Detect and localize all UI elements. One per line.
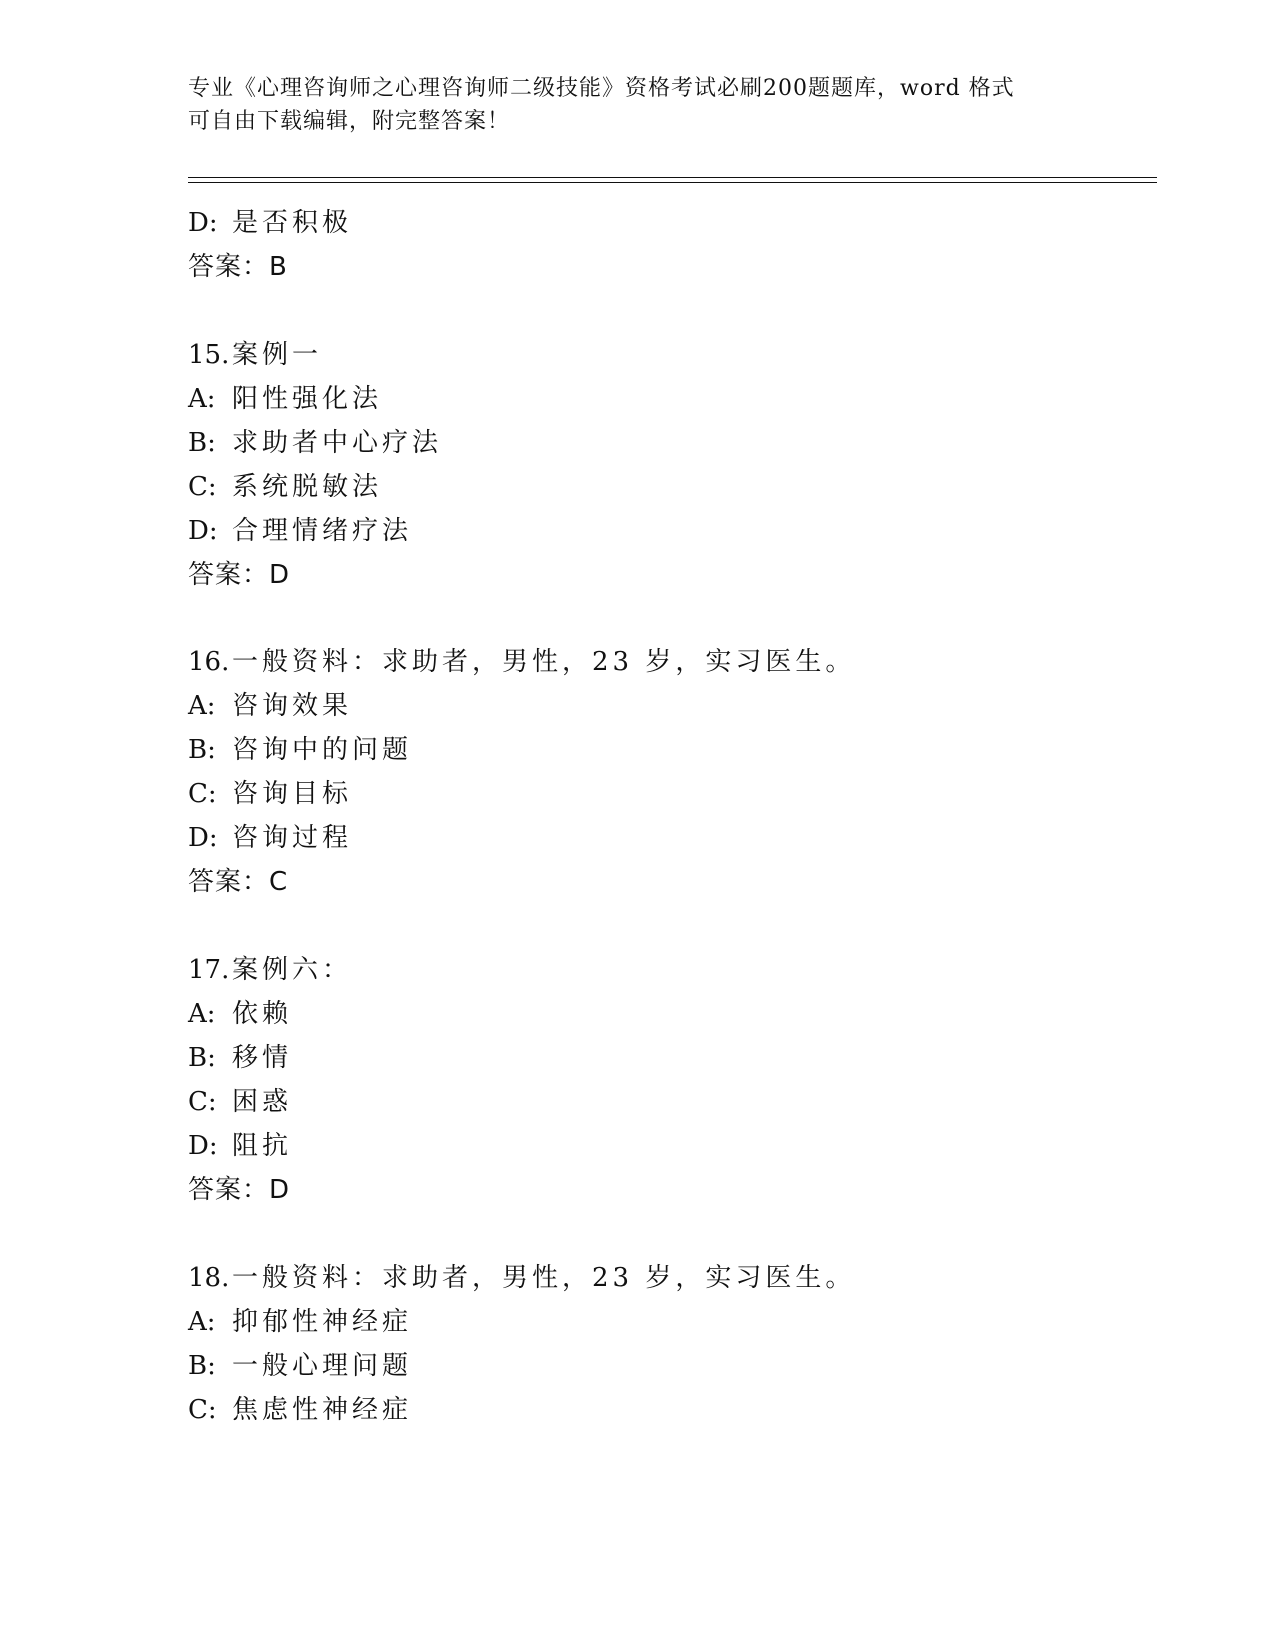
option-letter: C: (188, 779, 217, 809)
option-text: 合理情绪疗法 (232, 516, 413, 546)
option-line (188, 427, 442, 459)
option-text: 是否积极 (232, 208, 353, 238)
option-text: 抑郁性神经症 (232, 1307, 413, 1337)
option-line (188, 207, 352, 239)
option-letter: A: (188, 1307, 216, 1337)
option-line (188, 1350, 412, 1382)
option-letter: B: (188, 1043, 216, 1073)
option-line (188, 778, 352, 810)
header-divider-bottom (188, 182, 1157, 183)
option-letter: B: (188, 1351, 216, 1381)
question-text: 一般资料：求助者，男性，23 岁，实习医生。 (232, 1263, 856, 1293)
question-line (188, 954, 352, 986)
question-number: 18. (188, 1263, 230, 1293)
option-letter: A: (188, 999, 216, 1029)
option-text: 求助者中心疗法 (232, 428, 443, 458)
question-line (188, 339, 322, 371)
option-letter: B: (188, 428, 216, 458)
answer-line: 答案：C (188, 867, 289, 897)
option-letter: A: (188, 384, 216, 414)
document-header: 专业《心理咨询师之心理咨询师二级技能》资格考试必刷200题题库，word 格式 可自由下载编辑，附完整答案！ (188, 76, 1015, 134)
option-text: 咨询中的问题 (232, 735, 413, 765)
option-line (188, 1394, 412, 1426)
option-line (188, 822, 352, 854)
option-text: 一般心理问题 (232, 1351, 413, 1381)
option-text: 咨询目标 (232, 779, 353, 809)
option-line (188, 734, 412, 766)
option-line (188, 471, 382, 503)
option-text: 移情 (232, 1043, 293, 1073)
option-line (188, 998, 292, 1030)
option-text: 咨询效果 (232, 691, 353, 721)
answer-line: 答案：D (188, 560, 291, 590)
question-text: 一般资料：求助者，男性，23 岁，实习医生。 (232, 647, 856, 677)
option-line (188, 1306, 412, 1338)
option-text: 依赖 (232, 999, 293, 1029)
answer-line: 答案：D (188, 1175, 291, 1205)
question-number: 15. (188, 340, 230, 370)
option-line (188, 690, 352, 722)
option-line (188, 1086, 292, 1118)
answer-line: 答案：B (188, 252, 288, 282)
question-text: 案例六： (232, 955, 353, 985)
option-text: 阳性强化法 (232, 384, 383, 414)
option-line (188, 383, 382, 415)
header-divider-top (188, 177, 1157, 178)
question-line (188, 1262, 855, 1294)
option-letter: D: (188, 516, 218, 546)
option-line (188, 515, 412, 547)
option-text: 咨询过程 (232, 823, 353, 853)
option-letter: A: (188, 691, 216, 721)
option-text: 系统脱敏法 (232, 472, 383, 502)
option-letter: D: (188, 208, 218, 238)
option-text: 焦虑性神经症 (232, 1395, 413, 1425)
option-letter: C: (188, 1395, 217, 1425)
option-text: 阻抗 (232, 1131, 293, 1161)
question-number: 16. (188, 647, 230, 677)
option-letter: D: (188, 823, 218, 853)
option-letter: C: (188, 1087, 217, 1117)
option-letter: C: (188, 472, 217, 502)
option-text: 困惑 (232, 1087, 293, 1117)
option-letter: B: (188, 735, 216, 765)
question-line (188, 646, 855, 678)
question-text: 案例一 (232, 340, 323, 370)
option-letter: D: (188, 1131, 218, 1161)
question-number: 17. (188, 955, 230, 985)
option-line (188, 1042, 292, 1074)
option-line (188, 1130, 292, 1162)
